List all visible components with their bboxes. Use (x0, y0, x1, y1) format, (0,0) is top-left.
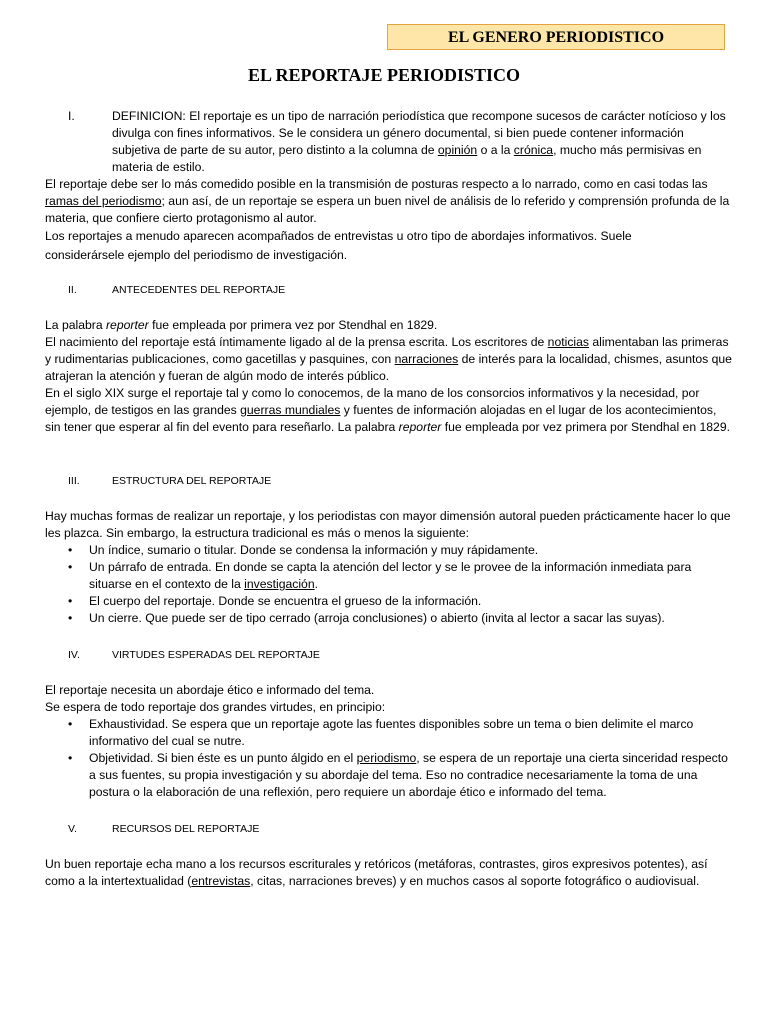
list-item (68, 559, 728, 593)
section-4-number: IV. (68, 649, 80, 661)
s2p3-text-c: fue empleada por vez primera por Stendhal en 1829. (441, 420, 730, 434)
link-entrevistas[interactable]: entrevistas (191, 874, 251, 888)
s2p2-text-c: de interés para la localidad, chismes, asuntos que atrajeran la atención y fueran de algún modo de interés público. (45, 352, 732, 383)
s2p1-text-a: La palabra (45, 318, 106, 332)
s2p1-text-b: fue empleada por primera vez por Stendhal en 1829. (148, 318, 438, 332)
section-4-title: VIRTUDES ESPERADAS DEL REPORTAJE (112, 649, 320, 661)
link-narraciones[interactable]: narraciones (394, 352, 459, 366)
section-2-paragraph-1 (45, 317, 735, 334)
section-1-definition (68, 108, 728, 176)
s5-text-a: Un buen reportaje echa mano a los recursos escriturales y retóricos (metáforas, contrastes, giros expresivos potentes), así como a la intertextualidad ( (45, 857, 708, 888)
section-3-number: III. (68, 475, 80, 487)
list-item: • El cuerpo del reportaje. Donde se encuentra el grueso de la información. (68, 593, 728, 610)
section-3-title: ESTRUCTURA DEL REPORTAJE (112, 475, 272, 487)
list-item: • Un índice, sumario o titular. Donde se condensa la información y muy rápidamente. (68, 542, 728, 559)
virtues-list (68, 716, 728, 801)
definition-text-c: , mucho más permisivas en materia de estilo. (112, 143, 702, 174)
link-cronica[interactable]: crónica (513, 143, 554, 157)
section-5-paragraph (45, 856, 735, 890)
s3b2-text-a: Un párrafo de entrada. En donde se capta la atención del lector y se le provee de la información inmediata para situarse en el contexto de la (89, 560, 692, 591)
link-ramas-del-periodismo[interactable]: ramas del periodismo (45, 194, 162, 208)
structure-list (68, 542, 728, 627)
s3b2-text-b: . (314, 577, 319, 591)
section-3-intro: Hay muchas formas de realizar un reportaje, y los periodistas con mayor dimensión autoral pueden prácticamente hacer lo que les plazca. Sin embargo, la estructura tradicional es más o menos la siguiente: (45, 509, 731, 540)
section-5-title: RECURSOS DEL REPORTAJE (112, 823, 260, 835)
s4b2-text-a: Objetividad. Si bien éste es un punto álgido en el (89, 751, 357, 765)
section-1-paragraph-3b: considerársele ejemplo del periodismo de investigación. (45, 248, 348, 262)
link-periodismo[interactable]: periodismo (356, 751, 417, 765)
s2p3-text-b: y fuentes de información alojadas en el lugar de los acontecimientos, sin tener que esperar al fin del evento para reseñarlo. La palabra (45, 403, 717, 434)
s2p1-emphasis: reporter (106, 318, 149, 332)
link-noticias[interactable]: noticias (547, 335, 589, 349)
link-guerras-mundiales[interactable]: guerras mundiales (240, 403, 341, 417)
page-title: EL REPORTAJE PERIODISTICO (247, 65, 521, 85)
section-5-number: V. (68, 823, 77, 835)
link-opinion[interactable]: opinión (437, 143, 478, 157)
section-2-title: ANTECEDENTES DEL REPORTAJE (112, 284, 286, 296)
s2p3-text-a: En el siglo XIX surge el reportaje tal y como lo conocemos, de la mano de los consorcios informativos y la necesidad, por ejemplo, de testigos en las grandes (45, 386, 700, 417)
definition-text-b: o a la (477, 143, 514, 157)
section-3-heading (68, 474, 728, 488)
section-5-heading (68, 822, 728, 836)
section-2-paragraph-3 (45, 385, 735, 436)
genre-banner: EL GENERO PERIODISTICO (387, 24, 725, 50)
s2p2-text-b: alimentaban las primeras y rudimentarias publicaciones, como gacetillas y pasquines, con (45, 335, 729, 366)
s5-text-b: , citas, narraciones breves) y en muchos casos al soporte fotográfico o audiovisual. (250, 874, 700, 888)
p2-text-b: ; aun así, de un reportaje se espera un buen nivel de análisis de lo referido y comprensión profunda de la materia, que confiere cierto protagonismo al autor. (45, 194, 730, 225)
definition-text-a: El reportaje es un tipo de narración periodística que recompone sucesos de carácter notícioso y los divulga con fines informativos. Se le considera un género documental, si bien puede contener información subjetiva de parte de su autor, pero distinto a la columna de (112, 109, 726, 157)
link-investigacion[interactable]: investigación (244, 577, 315, 591)
list-item: • Un cierre. Que puede ser de tipo cerrado (arroja conclusiones) o abierto (invita al lector a sacar las suyas). (68, 610, 728, 627)
section-4-paragraph-2: Se espera de todo reportaje dos grandes virtudes, en principio: (45, 700, 386, 714)
section-4-paragraph-1: El reportaje necesita un abordaje ético e informado del tema. (45, 683, 375, 697)
s4b2-text-b: , se espera de un reportaje una cierta sinceridad respecto a sus fuentes, su propia investigación y su abordaje del tema. Eso no contradice necesariamente la toma de una postura o la elaboración de una reflexión, pero requiere un abordaje ético e informado del tema. (89, 751, 728, 799)
definition-label: DEFINICION: (112, 109, 186, 123)
p2-text-a: El reportaje debe ser lo más comedido posible en la transmisión de posturas respecto a lo narrado, como en casi todas las (45, 177, 708, 191)
section-2-heading (68, 283, 728, 297)
section-2-paragraph-2 (45, 334, 735, 385)
section-1-paragraph-3: Los reportajes a menudo aparecen acompañados de entrevistas u otro tipo de abordajes informativos. Suele (45, 229, 632, 243)
section-1-number: I. (68, 109, 75, 123)
list-item: • Exhaustividad. Se espera que un reportaje agote las fuentes disponibles sobre un tema o bien delimite el marco informativo del cual se nutre. (68, 716, 728, 750)
s2p2-text-a: El nacimiento del reportaje está íntimamente ligado al de la prensa escrita. Los escritores de (45, 335, 548, 349)
section-4-heading (68, 648, 728, 662)
section-2-number: II. (68, 284, 77, 296)
s2p3-emphasis: reporter (398, 420, 442, 434)
section-1-paragraph-2 (45, 176, 735, 227)
definition-paragraph (112, 108, 728, 176)
list-item (68, 750, 728, 801)
